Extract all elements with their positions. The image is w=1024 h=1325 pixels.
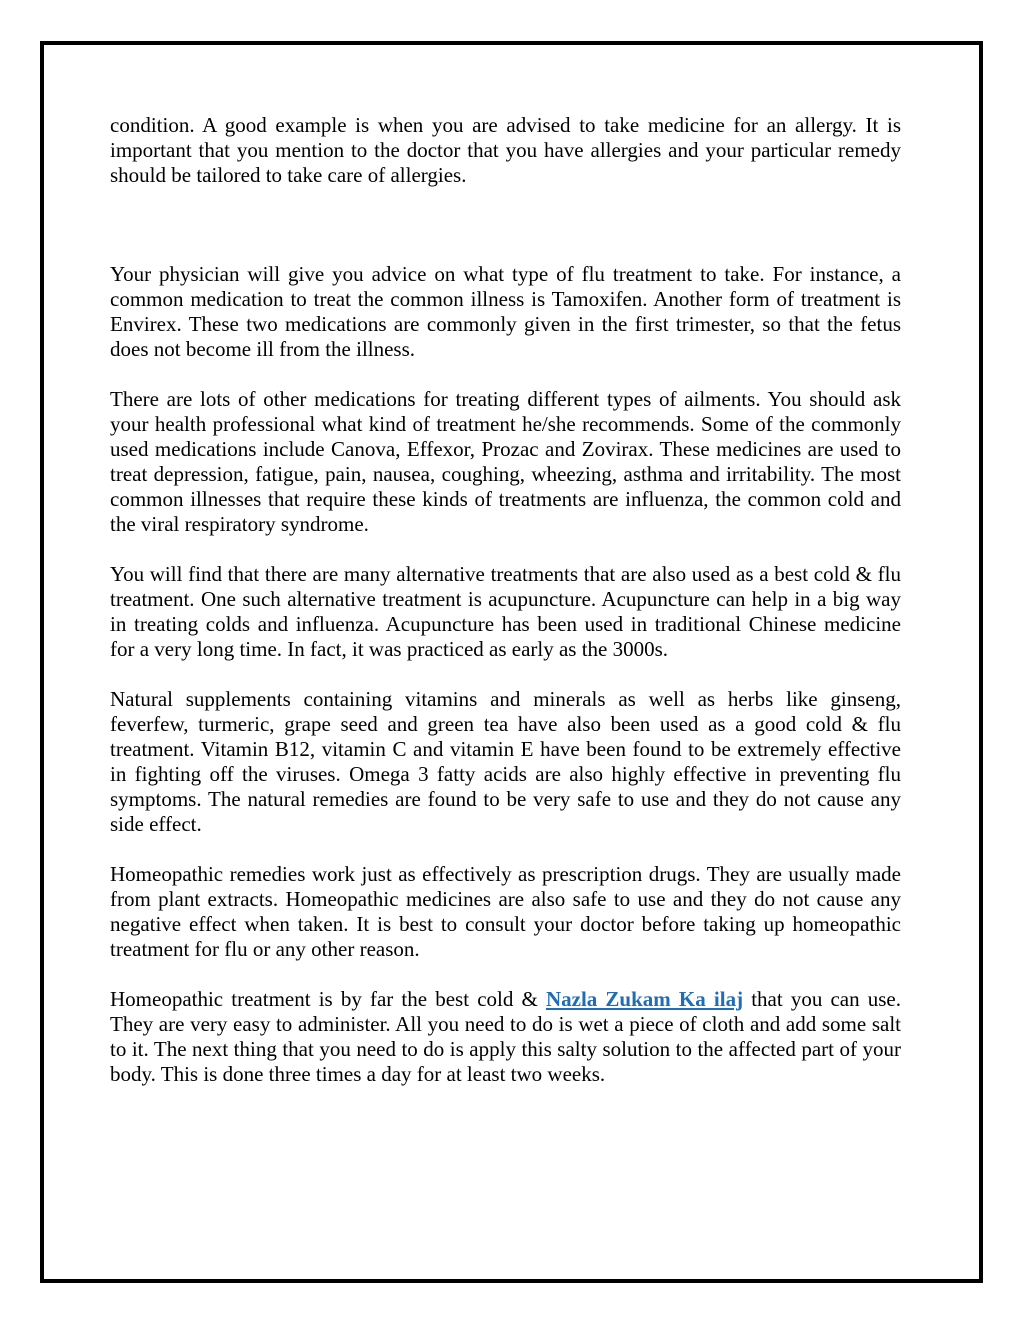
paragraph-natural-supplements: Natural supplements containing vitamins and minerals as well as herbs like ginseng, feverfew, turmeric, grape seed and green tea have also been used as a good cold & flu treatment. Vitamin B12, vitamin C and vitamin E have been found to be extremely effective in fighting off the viruses. Omega 3 fatty acids are also highly effective in preventing flu symptoms. The natural remedies are found to be very safe to use and they do not cause any side effect. (110, 687, 901, 836)
page-border (40, 41, 983, 1283)
paragraph-homeopathic-treatment (110, 987, 901, 1087)
paragraph-text-after-link: that you can use. They are very easy to administer. All you need to do is wet a piece of cloth and add some salt to it. The next thing that you need to do is apply this salty solution to the affected part of your body. This is done three times a day for at least two weeks. (110, 987, 901, 1086)
text-body (44, 45, 979, 1087)
paragraph-condition: condition. A good example is when you are advised to take medicine for an allergy. It is important that you mention to the doctor that you have allergies and your particular remedy should be tailored to take care of allergies. (110, 113, 901, 187)
paragraph-text-before-link: Homeopathic treatment is by far the best cold & (110, 987, 546, 1011)
nazla-zukam-ka-ilaj-link[interactable]: Nazla Zukam Ka ilaj (545, 987, 744, 1011)
paragraph-alternative-treatments: You will find that there are many alternative treatments that are also used as a best cold & flu treatment. One such alternative treatment is acupuncture. Acupuncture can help in a big way in treating colds and influenza. Acupuncture has been used in traditional Chinese medicine for a very long time. In fact, it was practiced as early as the 3000s. (110, 562, 901, 661)
paragraph-physician-advice: Your physician will give you advice on what type of flu treatment to take. For instance, a common medication to treat the common illness is Tamoxifen. Another form of treatment is Envirex. These two medications are commonly given in the first trimester, so that the fetus does not become ill from the illness. (110, 262, 901, 361)
paragraph-other-medications: There are lots of other medications for treating different types of ailments. You should ask your health professional what kind of treatment he/she recommends. Some of the commonly used medications include Canova, Effexor, Prozac and Zovirax. These medicines are used to treat depression, fatigue, pain, nausea, coughing, wheezing, asthma and irritability. The most common illnesses that require these kinds of treatments are influenza, the common cold and the viral respiratory syndrome. (110, 387, 901, 536)
paragraph-homeopathic-remedies: Homeopathic remedies work just as effectively as prescription drugs. They are usually made from plant extracts. Homeopathic medicines are also safe to use and they do not cause any negative effect when taken. It is best to consult your doctor before taking up homeopathic treatment for flu or any other reason. (110, 862, 901, 961)
